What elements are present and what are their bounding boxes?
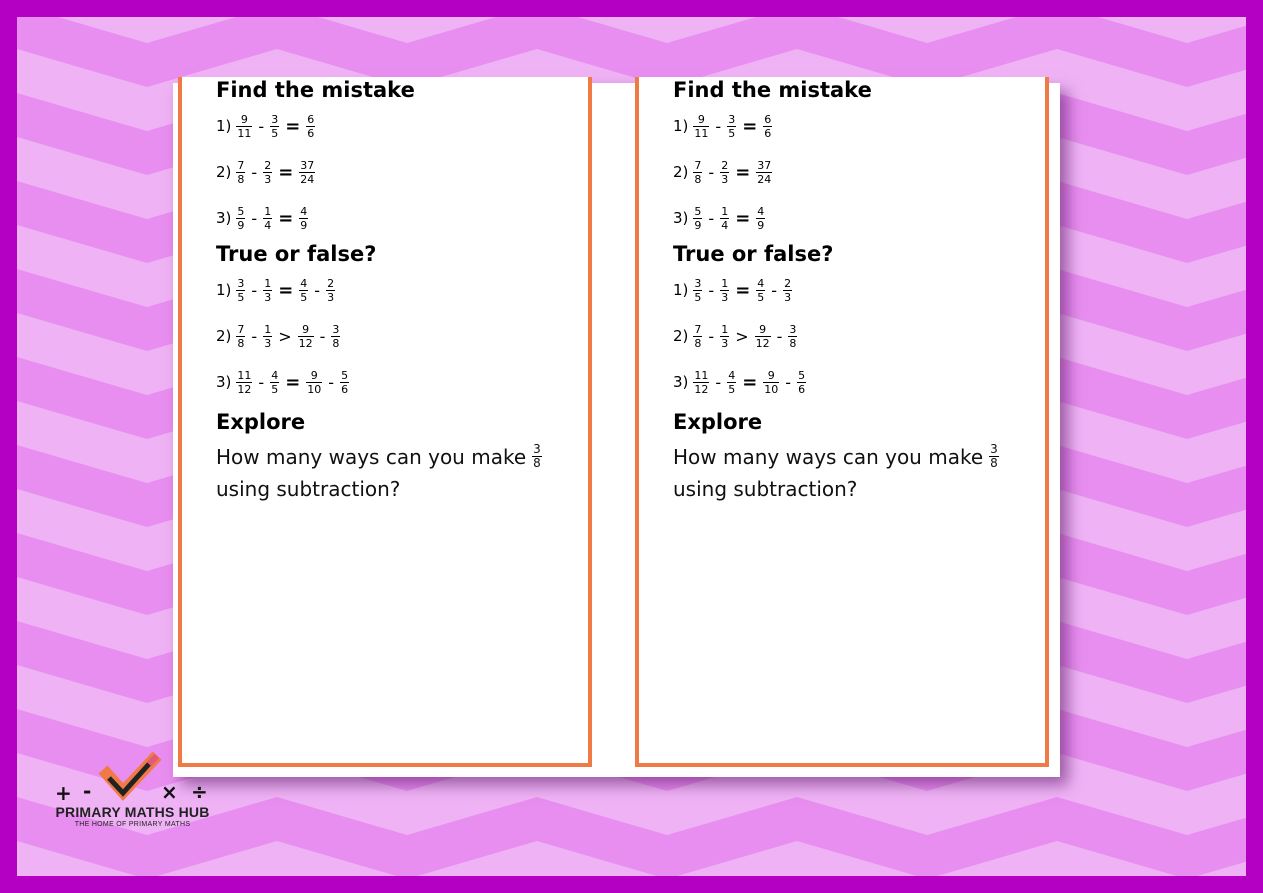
numerator: 5: [694, 204, 702, 218]
denominator: 3: [264, 290, 272, 304]
denominator: 12: [237, 382, 252, 396]
mistake-question: [216, 195, 578, 241]
numerator: 3: [789, 322, 797, 336]
mistake-question: [673, 103, 1035, 149]
question-number: 1): [673, 117, 689, 135]
numerator: 2: [721, 158, 729, 172]
check-icon: [107, 756, 157, 793]
denominator: 6: [341, 382, 349, 396]
fraction: [727, 113, 736, 140]
fraction: [236, 113, 252, 140]
numerator: 6: [307, 112, 315, 126]
fraction: [299, 205, 308, 232]
operator: -: [708, 280, 715, 300]
numerator: 7: [694, 158, 702, 172]
operator: -: [776, 326, 783, 346]
numerator: 3: [237, 276, 245, 290]
explore-line-2: using subtraction?: [673, 477, 858, 501]
numerator: 9: [767, 368, 775, 382]
denominator: 12: [755, 336, 770, 350]
fraction: [763, 113, 772, 140]
denominator: 10: [764, 382, 779, 396]
numerator: 4: [757, 204, 765, 218]
fraction: [756, 159, 772, 186]
numerator: 11: [694, 368, 709, 382]
denominator: 3: [721, 336, 729, 350]
fraction: [720, 159, 729, 186]
explore-fraction: [989, 443, 999, 470]
fraction: [263, 323, 272, 350]
numerator: 3: [990, 442, 998, 456]
fraction: [783, 277, 792, 304]
fraction: [727, 369, 736, 396]
primary-maths-hub-logo: [45, 752, 220, 832]
fraction: [298, 323, 314, 350]
denominator: 8: [789, 336, 797, 350]
section-title-true-false: True or false?: [673, 242, 834, 266]
denominator: 5: [271, 382, 279, 396]
operator: -: [771, 280, 778, 300]
question-number: 2): [216, 327, 232, 345]
operator: -: [251, 280, 258, 300]
fraction: [236, 323, 245, 350]
true-false-question: [673, 267, 1035, 313]
numerator: 7: [237, 322, 245, 336]
true-false-list: [216, 267, 578, 405]
fraction: [720, 323, 729, 350]
numerator: 37: [300, 158, 315, 172]
question-number: 1): [216, 117, 232, 135]
logo-subtitle: THE HOME OF PRIMARY MATHS: [74, 821, 191, 828]
question-number: 3): [216, 373, 232, 391]
numerator: 1: [721, 204, 729, 218]
explore-question: [216, 441, 578, 505]
denominator: 8: [332, 336, 340, 350]
true-false-question: [216, 313, 578, 359]
numerator: 9: [240, 112, 248, 126]
explore-line-1: How many ways can you make: [216, 445, 527, 469]
denominator: 24: [300, 172, 315, 186]
operator: =: [285, 115, 301, 137]
question-number: 2): [216, 163, 232, 181]
operator: =: [278, 161, 294, 183]
denominator: 6: [307, 126, 315, 140]
denominator: 5: [271, 126, 279, 140]
numerator: 7: [694, 322, 702, 336]
explore-question: [673, 441, 1035, 505]
operator: -: [715, 116, 722, 136]
operator: >: [278, 326, 292, 346]
operator: -: [785, 372, 792, 392]
task-card-left: [178, 77, 592, 767]
denominator: 8: [237, 336, 245, 350]
operator: =: [735, 207, 751, 229]
explore-line-2: using subtraction?: [216, 477, 401, 501]
numerator: 5: [798, 368, 806, 382]
numerator: 3: [332, 322, 340, 336]
section-title-explore: Explore: [673, 410, 763, 434]
operator: =: [278, 279, 294, 301]
numerator: 4: [300, 276, 308, 290]
fraction: [263, 277, 272, 304]
numerator: 9: [697, 112, 705, 126]
operator: =: [742, 115, 758, 137]
numerator: 9: [310, 368, 318, 382]
fraction: [270, 369, 279, 396]
fraction: [720, 277, 729, 304]
denominator: 6: [798, 382, 806, 396]
operator: =: [735, 279, 751, 301]
numerator: 4: [300, 204, 308, 218]
denominator: 5: [757, 290, 765, 304]
denominator: 4: [264, 218, 272, 232]
numerator: 3: [271, 112, 279, 126]
numerator: 3: [728, 112, 736, 126]
operator: -: [715, 372, 722, 392]
denominator: 12: [694, 382, 709, 396]
fraction: [340, 369, 349, 396]
logo-title: PRIMARY MATHS HUB: [55, 804, 210, 820]
section-title-true-false: True or false?: [216, 242, 377, 266]
plus-icon: +: [55, 781, 72, 805]
fraction: [236, 205, 245, 232]
operator: -: [251, 162, 258, 182]
explore-line-1: How many ways can you make: [673, 445, 984, 469]
fraction: [263, 159, 272, 186]
operator: -: [328, 372, 335, 392]
fraction: [788, 323, 797, 350]
operator: =: [735, 161, 751, 183]
question-number: 3): [673, 373, 689, 391]
question-number: 1): [673, 281, 689, 299]
operator: -: [319, 326, 326, 346]
worksheet: [173, 78, 1060, 777]
fraction: [693, 277, 702, 304]
fraction: [270, 113, 279, 140]
denominator: 10: [307, 382, 322, 396]
operator: -: [708, 326, 715, 346]
denominator: 3: [264, 336, 272, 350]
true-false-list: [673, 267, 1035, 405]
mistake-question: [216, 103, 578, 149]
denominator: 9: [237, 218, 245, 232]
numerator: 5: [341, 368, 349, 382]
numerator: 9: [302, 322, 310, 336]
numerator: 1: [264, 204, 272, 218]
operator: -: [708, 208, 715, 228]
fraction: [299, 277, 308, 304]
fraction: [299, 159, 315, 186]
operator: -: [708, 162, 715, 182]
denominator: 5: [728, 126, 736, 140]
section-title-find-mistake: Find the mistake: [216, 78, 415, 102]
numerator: 1: [264, 276, 272, 290]
numerator: 1: [721, 276, 729, 290]
fraction: [306, 113, 315, 140]
fraction: [236, 159, 245, 186]
minus-icon: -: [83, 779, 92, 803]
fraction: [756, 277, 765, 304]
denominator: 8: [694, 172, 702, 186]
denominator: 5: [728, 382, 736, 396]
question-number: 2): [673, 163, 689, 181]
numerator: 4: [757, 276, 765, 290]
numerator: 1: [264, 322, 272, 336]
numerator: 3: [694, 276, 702, 290]
task-card-right: [635, 77, 1049, 767]
section-title-find-mistake: Find the mistake: [673, 78, 872, 102]
denominator: 5: [694, 290, 702, 304]
numerator: 7: [237, 158, 245, 172]
denominator: 3: [721, 172, 729, 186]
fraction: [693, 159, 702, 186]
fraction: [326, 277, 335, 304]
fraction: [263, 205, 272, 232]
explore-fraction: [532, 443, 542, 470]
times-icon: ×: [161, 780, 178, 804]
fraction: [306, 369, 322, 396]
fraction: [236, 277, 245, 304]
denominator: 8: [533, 456, 541, 470]
denominator: 8: [990, 456, 998, 470]
denominator: 4: [721, 218, 729, 232]
numerator: 2: [784, 276, 792, 290]
denominator: 9: [757, 218, 765, 232]
mistake-list: [216, 103, 578, 241]
numerator: 4: [271, 368, 279, 382]
mistake-question: [673, 195, 1035, 241]
question-number: 3): [673, 209, 689, 227]
question-number: 3): [216, 209, 232, 227]
logo-graphic: [45, 752, 220, 807]
operator: -: [314, 280, 321, 300]
question-number: 2): [673, 327, 689, 345]
operator: -: [258, 372, 265, 392]
denominator: 9: [300, 218, 308, 232]
numerator: 4: [728, 368, 736, 382]
operator: =: [285, 371, 301, 393]
fraction: [693, 369, 709, 396]
operator: >: [735, 326, 749, 346]
operator: =: [742, 371, 758, 393]
numerator: 2: [264, 158, 272, 172]
mistake-question: [216, 149, 578, 195]
section-title-explore: Explore: [216, 410, 306, 434]
fraction: [755, 323, 771, 350]
operator: -: [251, 208, 258, 228]
fraction: [693, 205, 702, 232]
denominator: 6: [764, 126, 772, 140]
numerator: 3: [533, 442, 541, 456]
mistake-list: [673, 103, 1035, 241]
true-false-question: [216, 267, 578, 313]
mistake-question: [673, 149, 1035, 195]
denominator: 5: [237, 290, 245, 304]
numerator: 9: [759, 322, 767, 336]
numerator: 37: [757, 158, 772, 172]
operator: -: [258, 116, 265, 136]
numerator: 6: [764, 112, 772, 126]
fraction: [720, 205, 729, 232]
card-content: [673, 77, 1035, 505]
denominator: 24: [757, 172, 772, 186]
divide-icon: ÷: [191, 780, 208, 804]
denominator: 3: [327, 290, 335, 304]
true-false-question: [673, 313, 1035, 359]
true-false-question: [216, 359, 578, 405]
denominator: 8: [237, 172, 245, 186]
operator: -: [251, 326, 258, 346]
fraction: [797, 369, 806, 396]
fraction: [331, 323, 340, 350]
fraction: [756, 205, 765, 232]
fraction: [763, 369, 779, 396]
card-content: [216, 77, 578, 505]
denominator: 11: [694, 126, 709, 140]
operator: =: [278, 207, 294, 229]
denominator: 3: [264, 172, 272, 186]
numerator: 1: [721, 322, 729, 336]
true-false-question: [673, 359, 1035, 405]
question-number: 1): [216, 281, 232, 299]
denominator: 3: [721, 290, 729, 304]
denominator: 5: [300, 290, 308, 304]
numerator: 5: [237, 204, 245, 218]
fraction: [236, 369, 252, 396]
denominator: 11: [237, 126, 252, 140]
denominator: 12: [298, 336, 313, 350]
fraction: [693, 113, 709, 140]
denominator: 9: [694, 218, 702, 232]
numerator: 11: [237, 368, 252, 382]
denominator: 8: [694, 336, 702, 350]
numerator: 2: [327, 276, 335, 290]
fraction: [693, 323, 702, 350]
denominator: 3: [784, 290, 792, 304]
